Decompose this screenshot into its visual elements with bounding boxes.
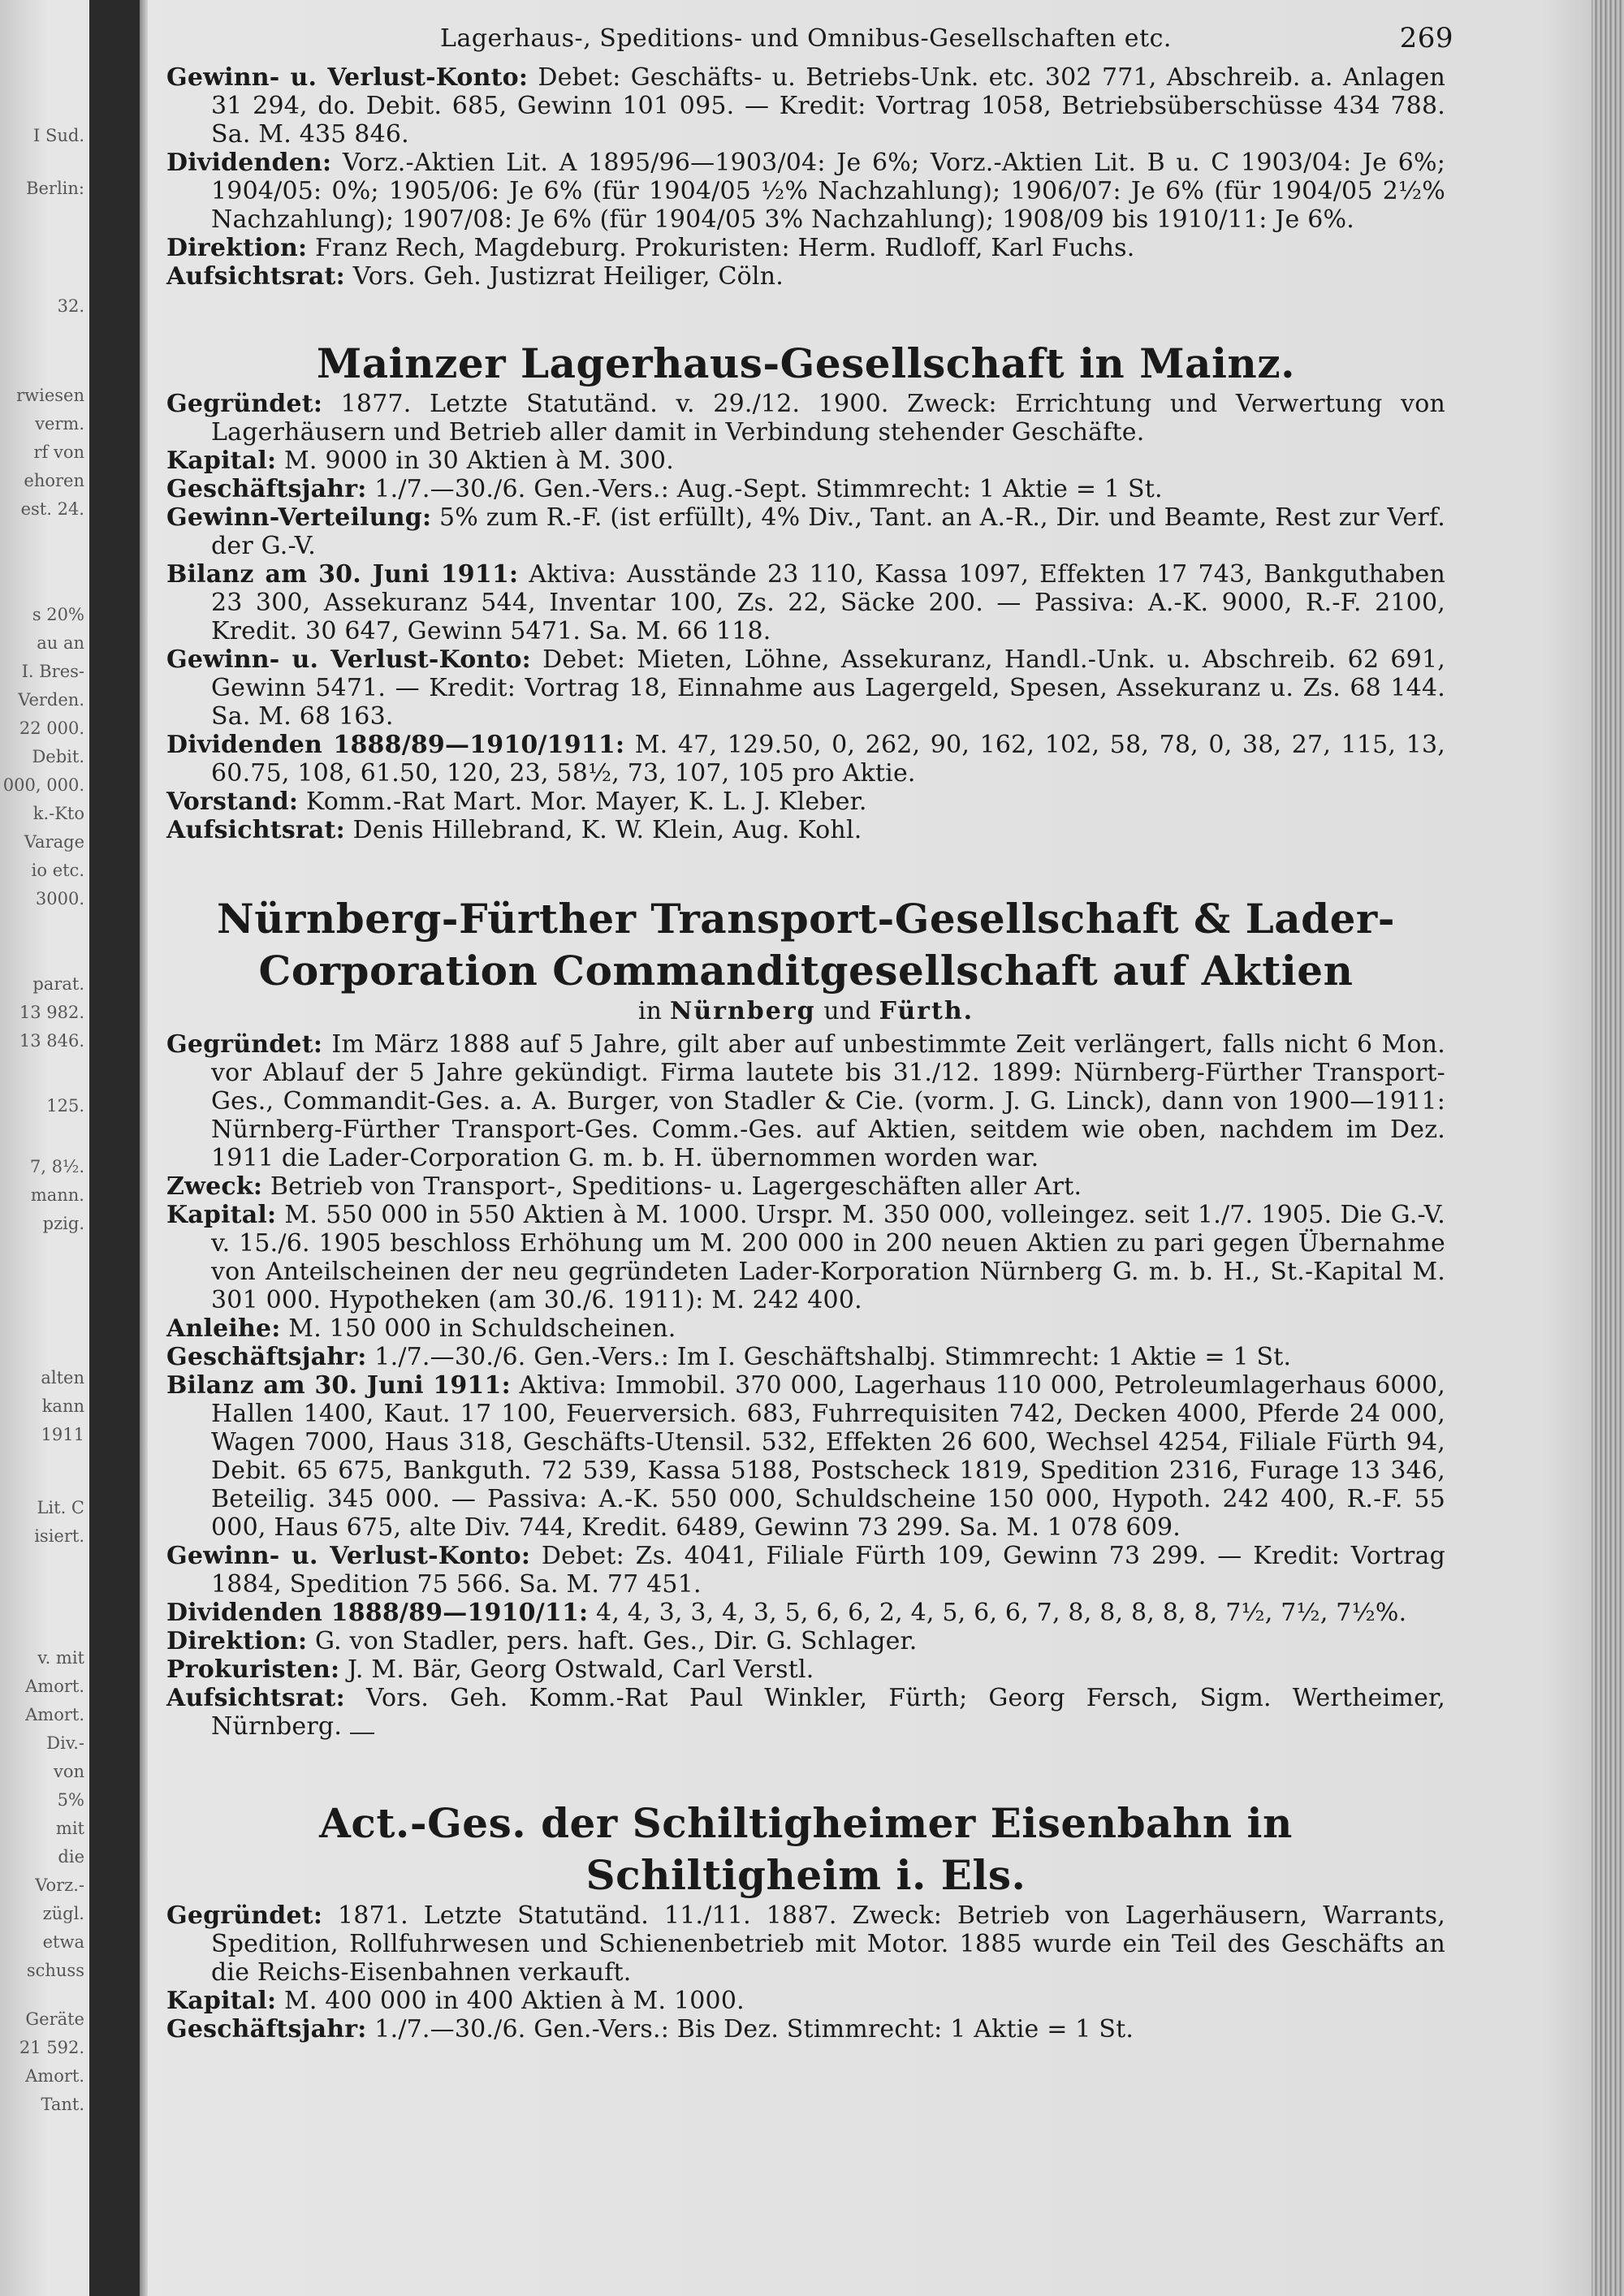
paragraph <box>166 1314 1445 1343</box>
margin-fragment: 32. <box>57 296 84 316</box>
margin-fragment: Debit. <box>32 747 84 766</box>
text: Aktiva: Ausstände 23 110, Kassa 1097, Effekten 17 743, Bankguthaben 23 300, Assekuranz 544, Inventar 100, Zs. 22, Säcke 200. — Passiva: A.-K. 9000, R.-F. 2100, Kredit. 30 647, Gewinn 5471. Sa. M. 66 118. <box>211 560 1445 645</box>
margin-fragment: mann. <box>30 1185 84 1205</box>
margin-fragment: io etc. <box>31 861 84 880</box>
entry-schiltigheim <box>166 1798 1445 2044</box>
margin-fragment: Vorz.- <box>35 1875 84 1895</box>
paragraph <box>166 816 1445 844</box>
label: Bilanz am 30. Juni 1911: <box>166 1371 511 1400</box>
margin-fragment: die <box>58 1847 84 1867</box>
label: Gewinn- u. Verlust-Konto: <box>166 1542 531 1570</box>
paragraph <box>166 149 1445 234</box>
text: Vors. Geh. Justizrat Heiliger, Cöln. <box>344 262 784 291</box>
paragraph <box>166 731 1445 788</box>
margin-fragment: 5% <box>57 1790 84 1810</box>
margin-fragment: ehoren <box>24 471 84 490</box>
label: Geschäftsjahr: <box>166 475 367 503</box>
paragraph <box>166 788 1445 816</box>
margin-fragment: 21 592. <box>19 2038 84 2057</box>
text: 1871. Letzte Statutänd. 11./11. 1887. Zweck: Betrieb von Lagerhäusern, Warrants, Spedition, Rollfuhrwesen und Schienenbetrieb mit Motor. 1885 wurde ein Teil des Geschäfts an die Reichs-Eisenbahnen verkauft. <box>211 1901 1445 1987</box>
margin-fragment: Amort. <box>25 1677 84 1696</box>
text: 1877. Letzte Statutänd. v. 29./12. 1900. Zweck: Errichtung und Verwertung von Lagerhäusern und Betrieb aller damit in Verbindung stehender Geschäfte. <box>211 390 1445 447</box>
entry-mainz <box>166 338 1445 844</box>
margin-fragment: Verden. <box>18 690 84 710</box>
margin-fragment: 13 982. <box>19 1003 84 1022</box>
margin-fragment: kann <box>41 1396 84 1416</box>
margin-fragment: Varage <box>24 832 84 852</box>
margin-fragment: isiert. <box>34 1526 84 1546</box>
running-header <box>166 22 1453 63</box>
margin-fragment: Lit. C <box>37 1498 84 1517</box>
label: Gewinn-Verteilung: <box>166 503 432 532</box>
entry-nuernberg <box>166 893 1445 1741</box>
paragraph <box>166 1172 1445 1201</box>
label: Dividenden: <box>166 149 332 177</box>
margin-fragment: au an <box>37 633 84 653</box>
text: Betrieb von Transport-, Speditions- u. Lagergeschäften aller Art. <box>262 1172 1082 1201</box>
text: 1./7.—30./6. Gen.-Vers.: Aug.-Sept. Stimmrecht: 1 Aktie = 1 St. <box>366 475 1163 503</box>
margin-fragment: 13 846. <box>19 1031 84 1051</box>
text: 1./7.—30./6. Gen.-Vers.: Bis Dez. Stimmrecht: 1 Aktie = 1 St. <box>366 2015 1134 2044</box>
label: Gegründet: <box>166 1901 323 1930</box>
margin-fragment: pzig. <box>42 1214 84 1233</box>
label: Prokuristen: <box>166 1655 340 1684</box>
margin-fragment: 7, 8½. <box>29 1157 84 1176</box>
text: M. 9000 in 30 Aktien à M. 300. <box>276 447 674 475</box>
label: Geschäftsjahr: <box>166 2015 367 2044</box>
paragraph <box>166 447 1445 475</box>
paragraph <box>166 1627 1445 1655</box>
page-number: 269 <box>1399 22 1453 54</box>
margin-fragment: 3000. <box>35 889 84 908</box>
text: Denis Hillebrand, K. W. Klein, Aug. Kohl. <box>344 816 862 844</box>
company-location <box>166 997 1445 1025</box>
text: Aktiva: Immobil. 370 000, Lagerhaus 110 000, Petroleumlagerhaus 6000, Hallen 1400, Kaut. 17 100, Feuerversich. 683, Fuhrrequisiten 742, Decken 4000, Pferde 24 000, Wagen 7000, Haus 318, Geschäfts-Utensil. 532, Effekten 26 600, Wechsel 4254, Filiale Fürth 94, Debit. 65 675, Bankguth. 72 539, Kassa 5188, Postscheck 1819, Spedition 2316, Furage 13 346, Beteilig. 345 000. — Passiva: A.-K. 550 000, Schuldscheine 150 000, Hypoth. 242 400, R.-F. 55 000, Haus 675, alte Div. 744, Kredit. 6489, Gewinn 73 299. Sa. M. 1 078 609. <box>211 1371 1445 1542</box>
margin-fragment: Amort. <box>25 1705 84 1724</box>
paragraph <box>166 1343 1445 1371</box>
margin-fragment: rwiesen <box>16 386 84 405</box>
margin-fragment: Tant. <box>41 2095 84 2114</box>
margin-fragment: rf von <box>33 442 84 462</box>
loc-mid: und <box>815 997 879 1025</box>
paragraph <box>166 2015 1445 2044</box>
binding-edge <box>140 0 148 2296</box>
margin-fragment: 125. <box>46 1096 84 1116</box>
label: Gegründet: <box>166 1030 323 1059</box>
margin-fragment: Div.- <box>46 1733 84 1753</box>
margin-fragment: v. mit <box>37 1648 84 1668</box>
company-title: Act.-Ges. der Schiltigheimer Eisenbahn in Schiltigheim i. Els. <box>319 1799 1293 1899</box>
margin-fragment: I. Bres- <box>21 662 84 681</box>
paragraph <box>166 262 1445 291</box>
label: Aufsichtsrat: <box>166 1684 345 1712</box>
paragraph <box>166 1987 1445 2015</box>
paragraph <box>166 1684 1445 1741</box>
text: J. M. Bär, Georg Ostwald, Carl Verstl. <box>339 1655 814 1684</box>
label: Dividenden 1888/89—1910/1911: <box>166 731 625 759</box>
margin-fragment: etwa <box>42 1932 84 1952</box>
loc-city-1: Nürnberg <box>669 997 816 1025</box>
paragraph <box>166 1655 1445 1684</box>
text: Vors. Geh. Komm.-Rat Paul Winkler, Fürth; Georg Fersch, Sigm. Wertheimer, Nürnberg. <box>211 1684 1445 1741</box>
label: Direktion: <box>166 1627 308 1655</box>
label: Geschäftsjahr: <box>166 1343 367 1371</box>
label: Dividenden 1888/89—1910/11: <box>166 1599 589 1627</box>
margin-fragment: parat. <box>32 974 84 994</box>
paragraph <box>166 1599 1445 1627</box>
margin-fragment: Berlin: <box>26 179 84 198</box>
text: 5% zum R.-F. (ist erfüllt), 4% Div., Tant. an A.-R., Dir. und Beamte, Rest zur Verf. der G.-V. <box>211 503 1445 560</box>
page <box>166 22 1453 2044</box>
page-stack-edge <box>1592 0 1624 2296</box>
margin-fragment: von <box>53 1762 84 1781</box>
margin-fragment: alten <box>41 1368 84 1388</box>
label: Gewinn- u. Verlust-Konto: <box>166 63 529 92</box>
label: Aufsichtsrat: <box>166 816 345 844</box>
binding-shadow <box>89 0 140 2296</box>
loc-city-2: Fürth. <box>879 997 974 1025</box>
running-title: Lagerhaus-, Speditions- und Omnibus-Gesellschaften etc. <box>440 24 1172 53</box>
margin-fragment: 1911 <box>41 1425 84 1444</box>
paragraph <box>166 560 1445 645</box>
left-margin-fragments <box>0 0 89 2296</box>
text: 1./7.—30./6. Gen.-Vers.: Im I. Geschäftshalbj. Stimmrecht: 1 Aktie = 1 St. <box>366 1343 1292 1371</box>
label: Aufsichtsrat: <box>166 262 345 291</box>
company-title: Mainzer Lagerhaus-Gesellschaft in Mainz. <box>316 339 1296 387</box>
label: Anleihe: <box>166 1314 281 1343</box>
label: Gewinn- u. Verlust-Konto: <box>166 645 531 674</box>
margin-fragment: schuss <box>26 1961 84 1980</box>
margin-fragment: verm. <box>35 414 84 434</box>
entry-previous <box>166 63 1445 291</box>
label: Kapital: <box>166 1201 277 1229</box>
text: Im März 1888 auf 5 Jahre, gilt aber auf unbestimmte Zeit verlängert, falls nicht 6 Mon. vor Ablauf der 5 Jahre gekündigt. Firma lautete bis 31./12. 1899: Nürnberg-Fürther Transport-Ges., Commandit-Ges. a. A. Burger, von Stadler & Cie. (vorm. J. G. Linck), dann von 1900—1911: Nürnberg-Fürther Transport-Ges. Comm.-Ges. auf Aktien, seitdem wie oben, nachdem im Dez. 1911 die Lader-Corporation G. m. b. H. übernommen worden war. <box>211 1030 1445 1172</box>
label: Bilanz am 30. Juni 1911: <box>166 560 519 589</box>
margin-fragment: I Sud. <box>33 126 84 145</box>
margin-fragment: Amort. <box>25 2066 84 2086</box>
paragraph <box>166 390 1445 447</box>
text: Debet: Geschäfts- u. Betriebs-Unk. etc. 302 771, Abschreib. a. Anlagen 31 294, do. Debit. 685, Gewinn 101 095. — Kredit: Vortrag 1058, Betriebsüberschüsse 434 788. Sa. M. 435 846. <box>211 63 1446 149</box>
paragraph <box>166 1201 1445 1314</box>
text: Debet: Mieten, Löhne, Assekuranz, Handl.-Unk. u. Abschreib. 62 691, Gewinn 5471. — Kredit: Vortrag 18, Einnahme aus Lagergeld, Spesen, Assekuranz u. Zs. 68 144. Sa. M. 68 163. <box>211 645 1445 731</box>
margin-fragment: k.-Kto <box>32 804 84 823</box>
label: Vorstand: <box>166 788 299 816</box>
label: Zweck: <box>166 1172 263 1201</box>
paragraph <box>166 1030 1445 1172</box>
paragraph <box>166 1542 1445 1599</box>
margin-fragment: est. 24. <box>20 499 84 519</box>
paragraph <box>166 234 1445 262</box>
text: Komm.-Rat Mart. Mor. Mayer, K. L. J. Kleber. <box>298 788 867 816</box>
printer-mark-icon <box>350 1721 374 1734</box>
margin-fragment: 22 000. <box>19 719 84 738</box>
paragraph <box>166 645 1445 731</box>
paragraph <box>166 1901 1445 1987</box>
text: M. 47, 129.50, 0, 262, 90, 162, 102, 58, 78, 0, 38, 27, 115, 13, 60.75, 108, 61.50, 120, 23, 58½, 73, 107, 105 pro Aktie. <box>211 731 1445 788</box>
label: Kapital: <box>166 1987 277 2015</box>
text: M. 150 000 in Schuldscheinen. <box>280 1314 676 1343</box>
margin-fragment: Geräte <box>25 2009 84 2029</box>
label: Kapital: <box>166 447 277 475</box>
company-title-line-1: Nürnberg-Fürther Transport-Gesellschaft & Lader- <box>216 895 1395 943</box>
text: Franz Rech, Magdeburg. Prokuristen: Herm. Rudloff, Karl Fuchs. <box>307 234 1135 262</box>
paragraph <box>166 475 1445 503</box>
loc-pre: in <box>637 997 670 1025</box>
margin-fragment: zügl. <box>42 1904 84 1923</box>
company-title-line-2: Corporation Commanditgesellschaft auf Aktien <box>258 947 1354 995</box>
margin-fragment: mit <box>55 1819 84 1838</box>
label: Gegründet: <box>166 390 323 418</box>
text: G. von Stadler, pers. haft. Ges., Dir. G. Schlager. <box>307 1627 918 1655</box>
text: M. 400 000 in 400 Aktien à M. 1000. <box>276 1987 745 2015</box>
text: 4, 4, 3, 3, 4, 3, 5, 6, 6, 2, 4, 5, 6, 6, 7, 8, 8, 8, 8, 8, 7½, 7½, 7½%. <box>588 1599 1407 1627</box>
paragraph <box>166 1371 1445 1542</box>
text: M. 550 000 in 550 Aktien à M. 1000. Urspr. M. 350 000, volleingez. seit 1./7. 1905. Die G.-V. v. 15./6. 1905 beschloss Erhöhung um M. 200 000 in 200 neuen Aktien zu pari gegen Übernahme von Anteilscheinen der neu gegründeten Lader-Korporation Nürnberg G. m. b. H., St.-Kapital M. 301 000. Hypotheken (am 30./6. 1911): M. 242 400. <box>211 1201 1445 1314</box>
margin-fragment: s 20% <box>32 605 84 624</box>
paragraph <box>166 503 1445 560</box>
margin-fragment: 000, 000. <box>2 775 84 795</box>
text: Debet: Zs. 4041, Filiale Fürth 109, Gewinn 73 299. — Kredit: Vortrag 1884, Spedition 75 566. Sa. M. 77 451. <box>211 1542 1445 1599</box>
label: Direktion: <box>166 234 308 262</box>
text: Vorz.-Aktien Lit. A 1895/96—1903/04: Je 6%; Vorz.-Aktien Lit. B u. C 1903/04: Je 6%; 1904/05: 0%; 1905/06: Je 6% (für 1904/05 ½% Nachzahlung); 1906/07: Je 6% (für 1904/05 2½% Nachzahlung); 1907/08: Je 6% (für 1904/05 3% Nachzahlung); 1908/09 bis 1910/11: Je 6%. <box>211 149 1445 234</box>
paragraph <box>166 63 1445 149</box>
